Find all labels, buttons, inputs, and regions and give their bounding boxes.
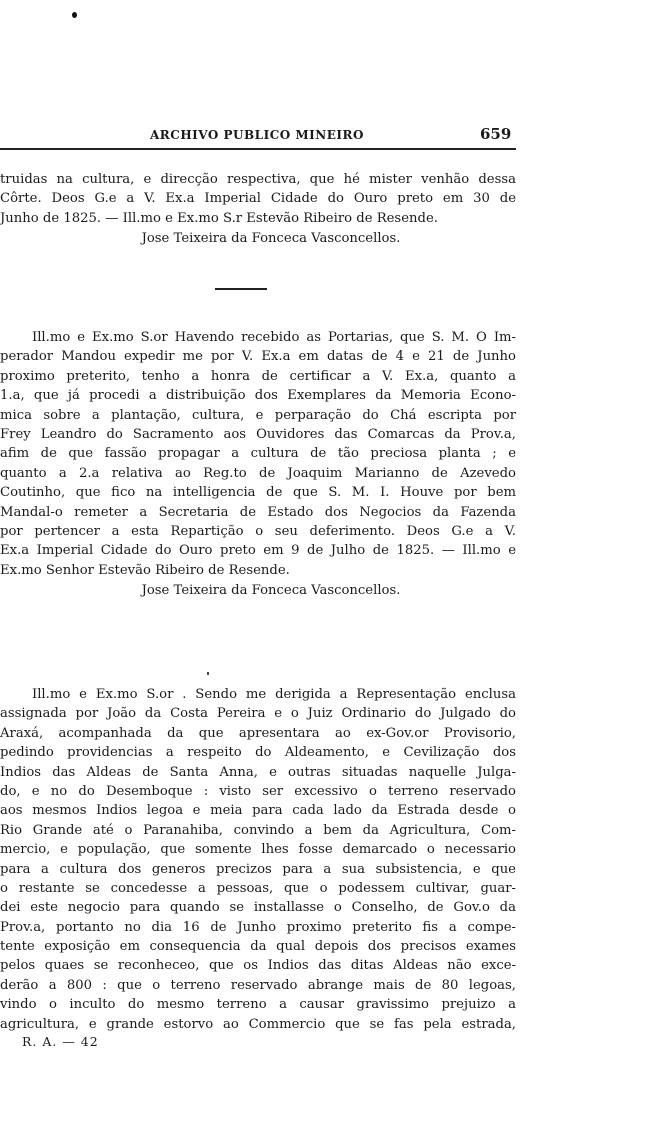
text-line: agricultura, e grande estorvo ao Commercio que se fas pela estrada, — [0, 1016, 516, 1032]
text-line: proximo preterito, tenho a honra de certificar a V. Ex.a, quanto a — [0, 368, 516, 384]
text-line: pedindo providencias a respeito do Aldeamento, e Cevilização dos — [0, 745, 516, 761]
text-line: Indios das Aldeas de Santa Anna, e outras situadas naquelle Julga- — [0, 764, 516, 780]
text-line: mica sobre a plantação, cultura, e perparação do Chá escripta por — [0, 407, 516, 423]
text-line: pelos quaes se reconheceo, que os Indios das ditas Aldeas não exce- — [0, 958, 516, 974]
text-line: Ex.a Imperial Cidade do Ouro preto em 9 de Julho de 1825. — Ill.mo e — [0, 543, 516, 559]
text-line: truidas na cultura, e direcção respectiva, que hé mister venhão dessa — [0, 172, 516, 187]
text-line: Junho de 1825. — Ill.mo e Ex.mo S.r Estevão Ribeiro de Resende. — [0, 210, 438, 226]
ink-dot — [72, 12, 77, 18]
text-line: Coutinho, que fico na intelligencia de que S. M. I. Houve por bem — [0, 485, 516, 501]
letter-3 — [0, 685, 516, 1034]
text-line: por pertencer a esta Repartição o seu deferimento. Deos G.e a V. — [0, 523, 516, 539]
text-line: aos mesmos Indios legoa e meia para cada lado da Estrada desde o — [0, 803, 516, 819]
letter-2 — [0, 328, 516, 601]
running-title: ARCHIVO PUBLICO MINEIRO — [150, 128, 364, 142]
text-line: mercio, e população, que somente lhes fosse demarcado o necessario — [0, 842, 516, 858]
text-line: Frey Leandro do Sacramento aos Ouvidores das Comarcas da Prov.a, — [0, 426, 516, 442]
text-line: Ill.mo e Ex.mo S.or Havendo recebido as Portarias, que S. M. O Im- — [32, 330, 516, 345]
ink-speck — [207, 672, 209, 675]
signature-line: Jose Teixeira da Fonceca Vasconcellos. — [141, 583, 401, 599]
text-line: Ex.mo Senhor Estevão Ribeiro de Resende. — [0, 562, 290, 578]
text-line: para a cultura dos generos precizos para a sua subsistencia, e que — [0, 861, 516, 877]
text-line: vindo o inculto do mesmo terreno a causar gravissimo prejuizo a — [0, 997, 516, 1013]
text-line: quanto a 2.a relativa ao Reg.to de Joaquim Marianno de Azevedo — [0, 465, 516, 481]
text-line: Rio Grande até o Paranahiba, convindo a bem da Agricultura, Com- — [0, 822, 516, 838]
signature-mark: R. A. — 42 — [22, 1034, 99, 1049]
text-line: perador Mandou expedir me por V. Ex.a em datas de 4 e 21 de Junho — [0, 349, 516, 365]
text-line: Araxá, acompanhada da que apresentara ao ex-Gov.or Provisorio, — [0, 725, 516, 741]
signature-line: Jose Teixeira da Fonceca Vasconcellos. — [141, 231, 401, 247]
page-number: 659 — [480, 125, 512, 143]
text-line: Côrte. Deos G.e a V. Ex.a Imperial Cidade do Ouro preto em 30 de — [0, 191, 516, 207]
letter-1 — [0, 170, 516, 249]
text-line: assignada por João da Costa Pereira e o Juiz Ordinario do Julgado do — [0, 706, 516, 722]
text-line: 1.a, que já procedi a distribuição dos Exemplares da Memoria Econo- — [0, 388, 516, 404]
text-line: afim de que fassão propagar a cultura de tão preciosa planta ; e — [0, 446, 516, 462]
header-rule — [0, 148, 516, 150]
text-line: derão a 800 : que o terreno reservado abrange mais de 80 legoas, — [0, 977, 516, 993]
separator-rule — [215, 288, 267, 290]
text-line: Ill.mo e Ex.mo S.or . Sendo me derigida a Representação enclusa — [32, 687, 516, 702]
text-line: o restante se concedesse a pessoas, que o podessem cultivar, guar- — [0, 880, 516, 896]
text-line: do, e no do Desemboque : visto ser excessivo o terreno reservado — [0, 783, 516, 799]
text-line: Prov.a, portanto no dia 16 de Junho proximo preterito fis a compe- — [0, 919, 516, 935]
text-line: tente exposição em consequencia da qual depois dos precisos exames — [0, 939, 516, 955]
text-line: dei este negocio para quando se installasse o Conselho, de Gov.o da — [0, 900, 516, 916]
text-line: Mandal-o remeter a Secretaria de Estado dos Negocios da Fazenda — [0, 504, 516, 520]
